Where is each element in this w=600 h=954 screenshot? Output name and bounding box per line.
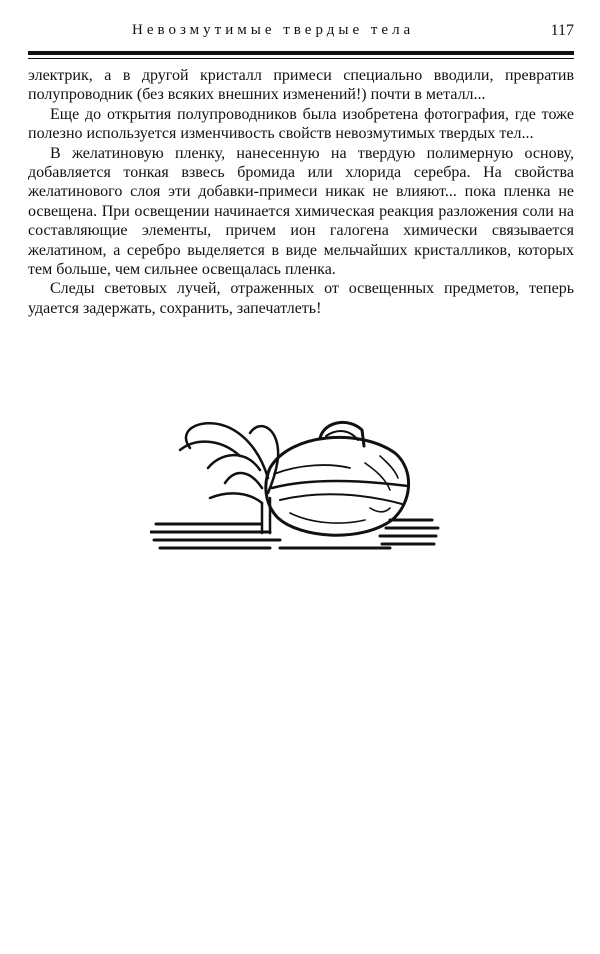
paragraph-4: Следы световых лучей, отраженных от освещенных предметов, теперь удается задержать, сохранить, запечатлеть!: [28, 280, 574, 317]
paragraph-1: электрик, а в другой кристалл примеси специально вводили, превратив полупроводник (без всяких внешних изменений!) почти в металл...: [28, 67, 574, 104]
page-header: [28, 22, 574, 46]
paragraph-3: В желатиновую пленку, нанесенную на твердую полимерную основу, добавляется тонкая взвесь бромида или хлорида серебра. На свойства желатинового слоя эти добавки-примеси никак не влияют... пока пленка не освещена. При освещении начинается химическая реакция разложения соли на составляющие элементы, причем ион галогена химически связывается желатином, а серебро выделяется в виде мельчайших кристалликов, которых тем больше, чем сильнее освещалась пленка.: [28, 144, 574, 279]
page-number: 117: [550, 22, 574, 39]
header-rule-thick: [28, 51, 574, 55]
body-text: [28, 66, 574, 318]
turnip-vignette-icon: [150, 408, 440, 558]
running-title: Невозмутимые твердые тела: [132, 22, 415, 38]
header-rule-thin: [28, 58, 574, 59]
paragraph-2: Еще до открытия полупроводников была изобретена фотография, где тоже полезно используется изменчивость свойств невозмутимых твердых тел...: [28, 105, 574, 143]
